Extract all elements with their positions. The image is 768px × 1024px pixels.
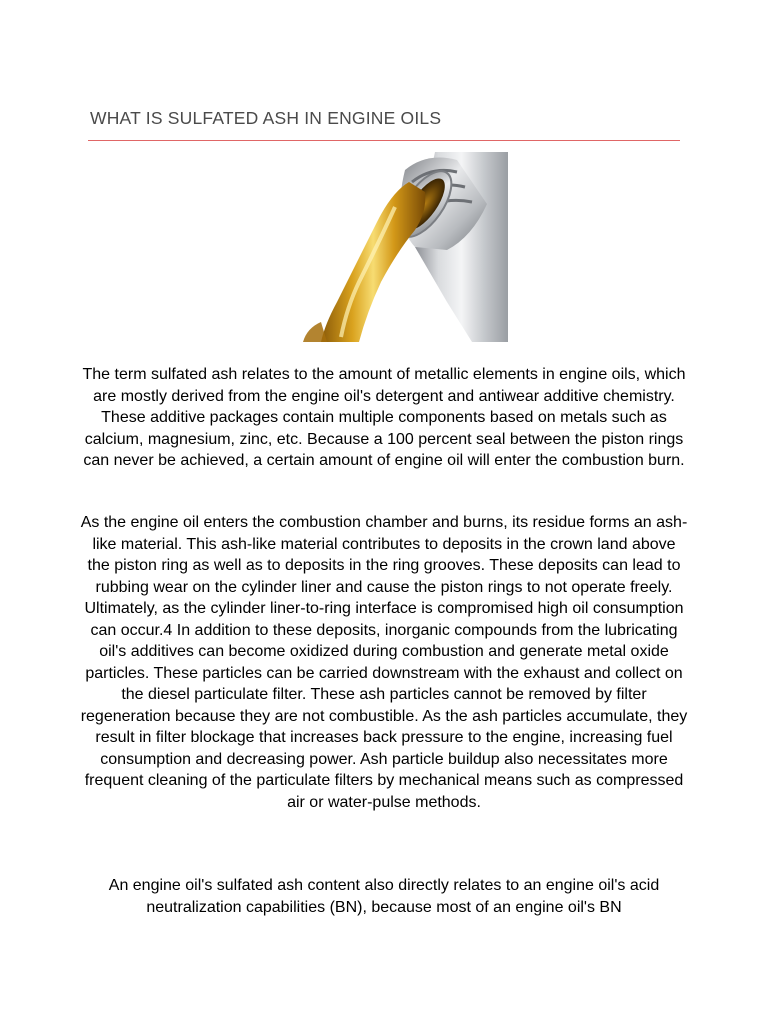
body-paragraph: The term sulfated ash relates to the amount of metallic elements in engine oils, which are mostly derived from the engine oil's detergent and antiwear additive chemistry. These additive packages contain multiple components based on metals such as calcium, magnesium, zinc, etc. Because a 100 percent seal between the piston rings can never be achieved, a certain amount of engine oil will enter the combustion burn. (82, 366, 686, 469)
engine-oil-pouring-image (297, 152, 508, 342)
oil-bottle-illustration (297, 152, 508, 342)
title-divider (88, 140, 680, 141)
body-paragraph: An engine oil's sulfated ash content also directly relates to an engine oil's acid neutralization capabilities (BN), because most of an engine oil's BN (108, 877, 660, 916)
page-title: WHAT IS SULFATED ASH IN ENGINE OILS (90, 108, 442, 128)
body-paragraph: As the engine oil enters the combustion chamber and burns, its residue forms an ash-like material. This ash-like material contributes to deposits in the crown land above the piston ring as well as to deposits in the ring grooves. These deposits can lead to rubbing wear on the cylinder liner and cause the piston rings to not operate freely. Ultimately, as the cylinder liner-to-ring interface is compromised high oil consumption can occur.4 In addition to these deposits, inorganic compounds from the lubricating oil's additives can become oxidized during combustion and generate metal oxide particles. These particles can be carried downstream with the exhaust and collect on the diesel particulate filter. These ash particles cannot be removed by filter regeneration because they are not combustible. As the ash particles accumulate, they result in filter blockage that increases back pressure to the engine, increasing fuel consumption and decreasing power. Ash particle buildup also necessitates more frequent cleaning of the particulate filters by mechanical means such as compressed air or water-pulse methods. (80, 514, 688, 811)
